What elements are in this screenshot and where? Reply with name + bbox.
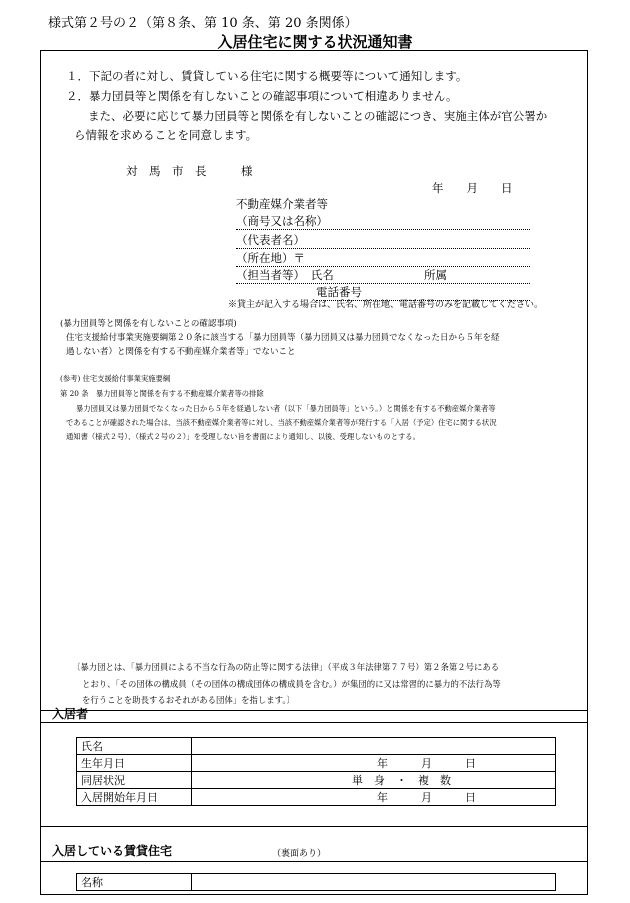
reference-line-1: 暴力団員又は暴力団員でなくなった日から５年を経過しない者（以下「暴力団員等」という。）と関係を有する不動産媒介業者等 [76, 404, 496, 413]
trade-name-field[interactable] [236, 213, 530, 230]
birthdate-field[interactable]: 年 月 日 [192, 755, 556, 772]
table-row [77, 874, 556, 891]
trade-name-label: （商号又は名称） [236, 214, 328, 228]
divider [40, 710, 588, 711]
confirmation-line-2: 過しない者）と関係を有する不動産媒介業者等」でないこと [66, 347, 296, 357]
reference-line-3: 通知書（様式２号）、（様式２号の２）」を受理しない旨を書面により通知し、以後、受理しないものとする。 [66, 432, 420, 441]
contact-field[interactable] [236, 267, 530, 284]
row-label: 生年月日 [77, 755, 192, 772]
housing-heading: 入居している賃貸住宅 [52, 844, 173, 858]
confirmation-line-1: 住宅支援給付事業実施要綱第２０条に該当する「暴力団員等（暴力団員又は暴力団員でなくなった日から５年を経 [66, 333, 500, 343]
confirmation-heading: (暴力団員等と関係を有しないことの確認事項) [60, 319, 237, 329]
divider [40, 722, 588, 723]
housing-table [76, 873, 556, 891]
phone-label: 電話番号 [316, 285, 362, 299]
intro-item-3a: また、必要に応じて暴力団員等と関係を有しないことの確認につき、実施主体が官公署か [88, 109, 548, 123]
department-label: 所属 [424, 268, 447, 282]
form-number: 様式第２号の２（第８条、第 10 条、第 20 条関係） [48, 16, 358, 31]
definition-line-1: 〔暴力団とは、「暴力団員による不当な行為の防止等に関する法律」（平成３年法律第７７号）第２条第２号にある [72, 662, 500, 672]
table-row [77, 772, 556, 789]
housing-name-field[interactable] [192, 874, 556, 891]
reverse-side-note: （裏面あり） [272, 849, 327, 859]
location-label: （所在地）〒 [236, 251, 305, 265]
definition-line-2: とおり、「その団体の構成員（その団体の構成団体の構成員を含む。）が集団的に又は常習的に暴力的不法行為等 [82, 679, 501, 689]
divider [40, 826, 588, 827]
reference-heading: (参考) 住宅支援給付事業実施要綱 [60, 374, 171, 383]
divider [40, 861, 588, 862]
intro-item-2: ２．暴力団員等と関係を有しないことの確認事項について相違ありません。 [66, 89, 458, 103]
reference-line-2: であることが確認された場合は、当該不動産媒介業者等に対し、当該不動産媒介業者等が発行する「入居（予定）住宅に関する状況 [66, 418, 497, 427]
resident-heading: 入居者 [52, 707, 89, 721]
row-label: 氏名 [77, 738, 192, 755]
date-line: 年 月 日 [432, 181, 513, 195]
contact-label: （担当者等） 氏名 [236, 268, 334, 282]
intro-item-3b: ら情報を求めることを同意します。 [74, 128, 258, 142]
table-row [77, 738, 556, 755]
cohabitation-field[interactable]: 単 身 ・ 複 数 [192, 772, 556, 789]
row-label: 同居状況 [77, 772, 192, 789]
representative-label: （代表者名） [236, 233, 305, 247]
table-row [77, 755, 556, 772]
intro-item-1: １．下記の者に対し、賃貸している住宅に関する概要等について通知します。 [66, 69, 468, 83]
resident-table [76, 737, 556, 806]
row-label: 入居開始年月日 [77, 789, 192, 806]
name-field[interactable] [192, 738, 556, 755]
page-title: 入居住宅に関する状況通知書 [217, 33, 413, 51]
representative-field[interactable] [236, 232, 530, 249]
agent-label: 不動産媒介業者等 [236, 197, 328, 211]
recipient: 対 馬 市 長 様 [126, 164, 253, 178]
table-row [77, 789, 556, 806]
reference-article: 第 20 条 暴力団員等と関係を有する不動産媒介業者等の排除 [60, 389, 264, 398]
location-field[interactable] [236, 250, 530, 267]
definition-line-3: を行うことを助長するおそれがある団体」を指します。〕 [82, 695, 295, 705]
move-in-date-field[interactable]: 年 月 日 [192, 789, 556, 806]
row-label: 名称 [77, 874, 192, 891]
lessor-note: ※貸主が記入する場合は、氏名、所在地、電話番号のみを記載してください。 [228, 300, 544, 310]
